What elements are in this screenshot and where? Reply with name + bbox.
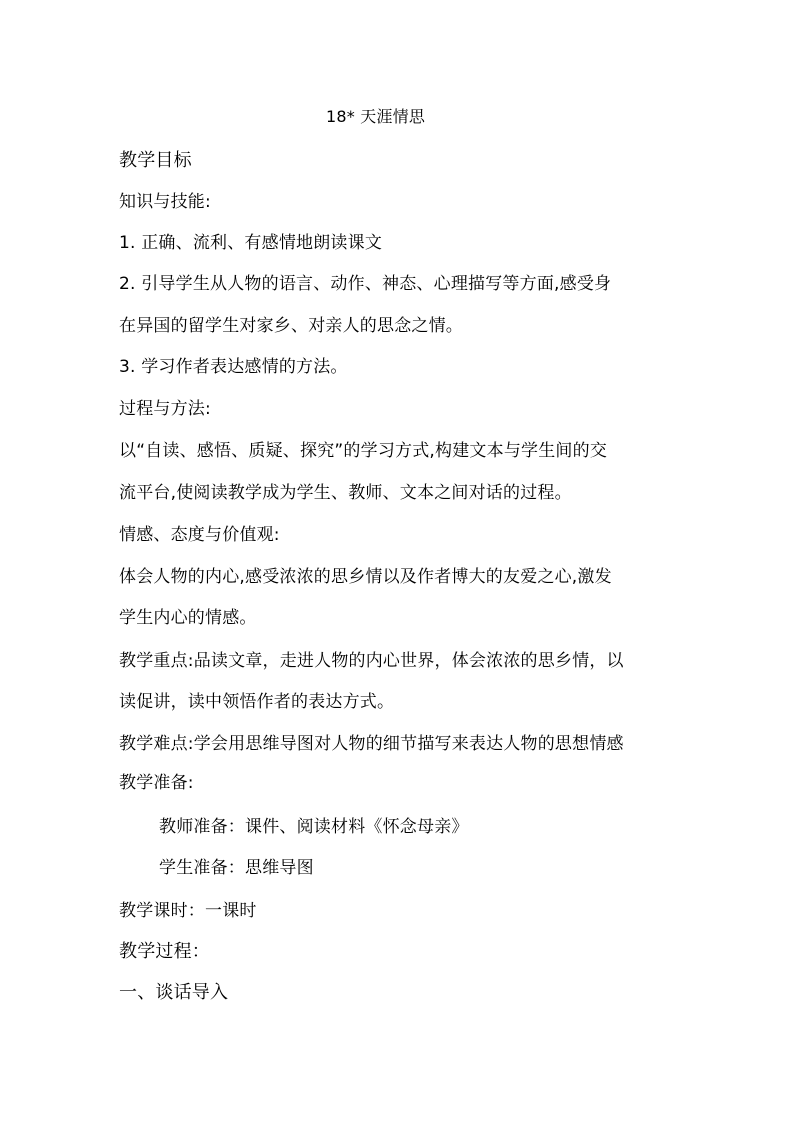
difficulty-line: 教学难点:学会用思维导图对人物的细节描写来表达人物的思想情感 [119,734,624,754]
process-heading: 过程与方法: [119,399,211,419]
student-preparation: 学生准备：思维导图 [159,858,314,878]
objectives-heading: 教学目标 [119,150,192,171]
knowledge-item-continuation: 在异国的留学生对家乡、对亲人的思念之情。 [119,316,463,336]
key-points-line: 读促讲，读中领悟作者的表达方式。 [119,692,395,712]
section-one-heading: 一、谈话导入 [119,982,229,1003]
preparation-heading: 教学准备: [119,773,194,793]
key-points-line: 教学重点:品读文章，走进人物的内心世界，体会浓浓的思乡情，以 [119,651,624,671]
teacher-preparation: 教师准备：课件、阅读材料《怀念母亲》 [159,817,469,837]
emotion-line: 学生内心的情感。 [119,608,257,628]
process-line: 以“自读、感悟、质疑、探究”的学习方式,构建文本与学生间的交 [119,441,608,461]
class-hours: 教学课时：一课时 [119,901,257,921]
knowledge-item: 1. 正确、流利、有感情地朗读课文 [119,233,383,253]
teaching-process-heading: 教学过程： [119,941,210,962]
document-title: 18* 天涯情思 [326,107,426,126]
knowledge-heading: 知识与技能: [119,192,211,212]
process-line: 流平台,使阅读教学成为学生、教师、文本之间对话的过程。 [119,483,572,503]
emotion-line: 体会人物的内心,感受浓浓的思乡情以及作者博大的友爱之心,激发 [119,567,612,587]
emotion-heading: 情感、态度与价值观: [119,525,280,545]
knowledge-item: 3. 学习作者表达感情的方法。 [119,357,348,377]
knowledge-item: 2. 引导学生从人物的语言、动作、神态、心理描写等方面,感受身 [119,274,612,294]
